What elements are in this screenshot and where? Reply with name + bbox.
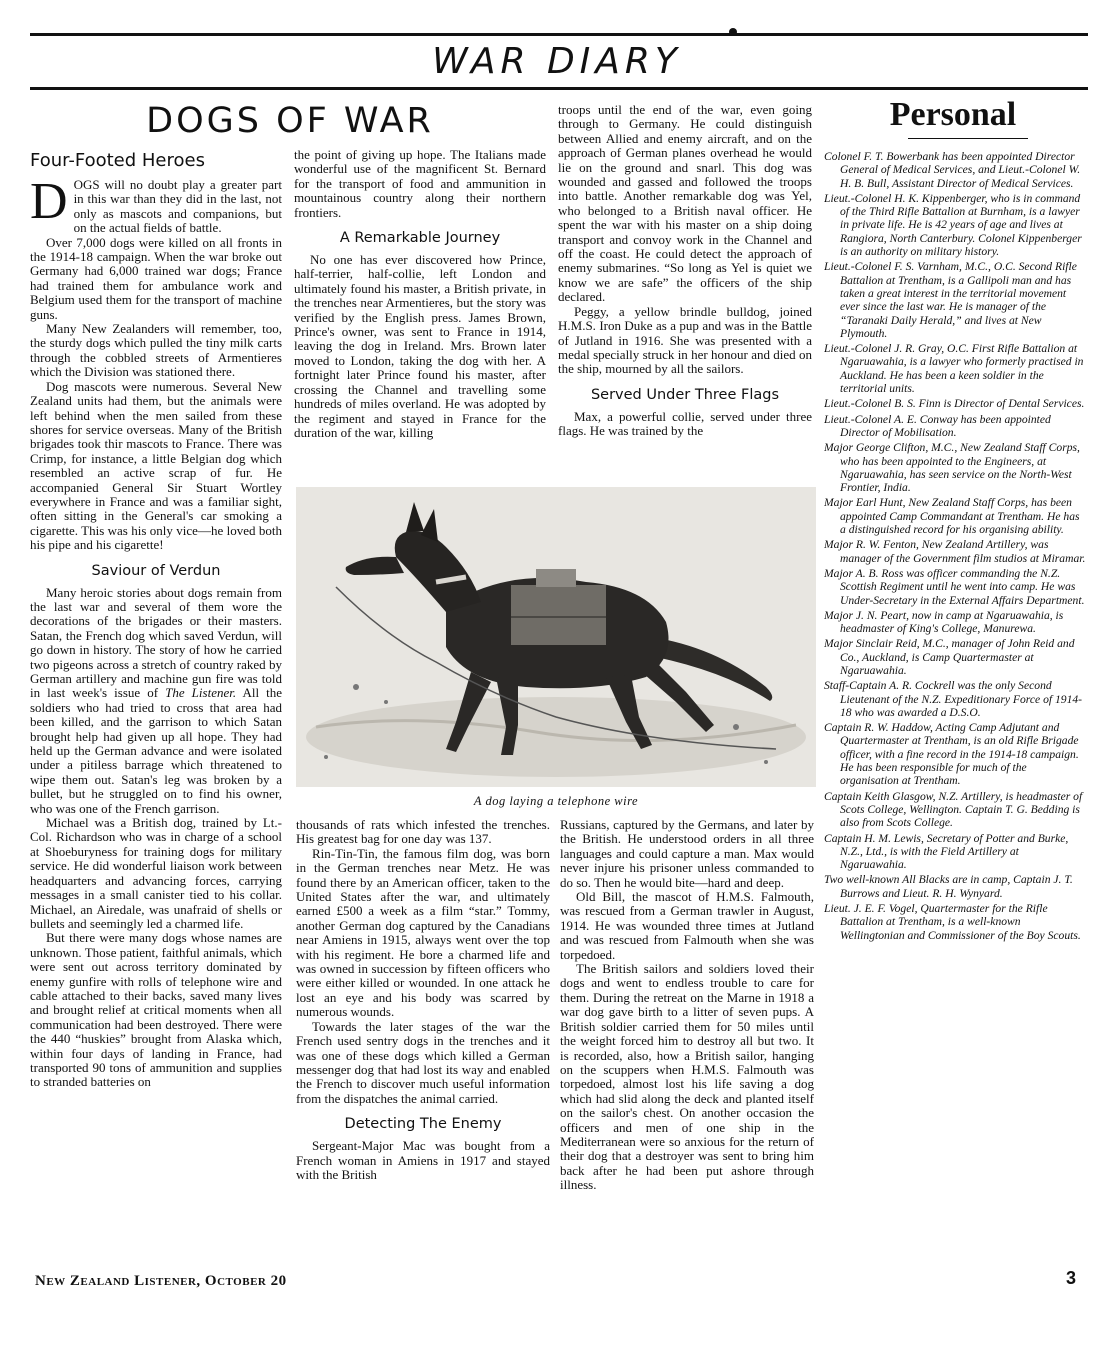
paragraph: Towards the later stages of the war the French used sentry dogs in the trenches and it was one of these dogs which killed a German messenger dog that had lost its way and enabled the French to discover much useful information from the dispatches the animal carried. bbox=[296, 1018, 550, 1106]
publication-footer: New Zealand Listener, October 20 bbox=[35, 1273, 287, 1289]
personal-entry: Lieut.-Colonel J. R. Gray, O.C. First Rifle Battalion at Ngaruawahia, is a lawyer who formerly practised in Auckland. He has been a keen soldier in the territorial units. bbox=[824, 342, 1084, 396]
paragraph: Max, a powerful collie, served under three flags. He was trained by the bbox=[558, 408, 812, 439]
dog-photo bbox=[296, 487, 816, 787]
column-3-top bbox=[558, 103, 812, 483]
article-headline: DOGS OF WAR bbox=[146, 101, 434, 141]
personal-entry: Major J. N. Peart, now in camp at Ngaruawahia, is headmaster of King's College, Manurewa. bbox=[824, 608, 1064, 636]
subhead-detecting-the-enemy: Detecting The Enemy bbox=[344, 1116, 502, 1133]
personal-entry: Major Earl Hunt, New Zealand Staff Corps, has been appointed Camp Commandant at Trentham. He has a distinguished record for his organising ability. bbox=[824, 496, 1080, 537]
personal-entry: Lieut.-Colonel F. S. Varnham, M.C., O.C. Second Rifle Battalion at Trentham, is a Gallipoli man and has taken a great interest in the territorial movement ever since the last war. He is manager of the “Taranaki Daily Herald,” and lives at New Plymouth. bbox=[824, 260, 1077, 340]
column-3-bottom bbox=[560, 818, 814, 1260]
personal-entry: Major R. W. Fenton, New Zealand Artillery, was manager of the Government film studios at Miramar. bbox=[824, 538, 1086, 565]
paragraph: Many heroic stories about dogs remain from the last war and several of them wore the decorations of the brigades or their masters. Satan, the French dog which saved Verdun, will go down in history. The story of how he carried two pigeons across a stretch of country raked by German artillery and machine gun fire was told in last week's issue of The Listener. All the soldiers who had tried to cross that area had been killed, and the garrison to which Satan brought help had given up all hope. They had held up the German advance and were isolated under a pitiless barrage which threatened to wipe them out. Satan's leg was broken by a bullet, but he struggled on to find his owner, who was one of the French garrison. bbox=[30, 584, 282, 816]
page-number: 3 bbox=[1066, 1268, 1077, 1288]
top-rule bbox=[30, 33, 1088, 36]
paragraph: Old Bill, the mascot of H.M.S. Falmouth, was rescued from a German trawler in August, 1914. He was wounded three times at Jutland and was rescued from Falmouth when she was torpedoed. bbox=[560, 889, 814, 962]
personal-entry: Two well-known All Blacks are in camp, Captain J. T. Burrows and Lieut. R. H. Wynyard. bbox=[824, 873, 1073, 900]
section-banner: WAR DIARY bbox=[432, 41, 682, 82]
personal-entry: Major George Clifton, M.C., New Zealand Staff Corps, who has been appointed to the Engineers, at Ngaruawahia, has seen service on the North-West Frontier, India. bbox=[824, 441, 1080, 495]
personal-entry: Captain H. M. Lewis, Secretary of Potter and Burke, N.Z., Ltd., is with the Field Artillery at Ngaruawahia. bbox=[824, 831, 1069, 872]
column-1 bbox=[30, 150, 282, 1260]
column-2-bottom bbox=[296, 818, 550, 1260]
personal-entry: Major Sinclair Reid, M.C., manager of John Reid and Co., Auckland, is Camp Quartermaster at Ngaruawahia. bbox=[824, 637, 1075, 677]
paragraph: Many New Zealanders will remember, too, the sturdy dogs which pulled the tiny milk carts through the cobbled streets of Armentieres which the Division was stationed there. bbox=[30, 321, 282, 380]
subhead-saviour-of-verdun: Saviour of Verdun bbox=[91, 562, 221, 579]
personal-entry: Lieut.-Colonel A. E. Conway has been appointed Director of Mobilisation. bbox=[824, 412, 1051, 439]
subhead-three-flags: Served Under Three Flags bbox=[590, 386, 780, 403]
personal-entry: Lieut.-Colonel H. K. Kippenberger, who is in command of the Third Rifle Battalion at Burnham, is a lawyer in private life. He is 42 years of age and lives at Rangiora, North Canterbury. Colonel Kippenberger is an authority on military history. bbox=[824, 191, 1082, 259]
personal-heading: Personal bbox=[889, 96, 1017, 133]
paragraph: Dog mascots were numerous. Several New Zealand units had them, but the animals were left behind when the men sailed from these shores for service overseas. Many of the British brigades took thir mascots to France. There was Crimp, for instance, a little Belgian dog which resembled an active scrap of fur. He accompanied General Sir Stuart Wortley everywhere in France and was a familiar sight, often sitting in the General's car smoking a cigarette. This was his only vice—he loved both his pipe and his cigarette! bbox=[30, 378, 282, 553]
personal-entry: Colonel F. T. Bowerbank has been appointed Director General of Medical Services, and Lieut.-Colonel W. H. B. Bull, Assistant Director of Medical Services. bbox=[824, 150, 1081, 190]
paragraph: Peggy, a yellow brindle bulldog, joined H.M.S. Iron Duke as a pup and was in the Battle of Jutland in 1916. She was presented with a medal specially struck in her honour and died on the ship, mourned by all the sailors. bbox=[558, 303, 812, 377]
personal-entry: Lieut.-Colonel B. S. Finn is Director of Dental Services. bbox=[824, 397, 1085, 411]
subhead-four-footed-heroes: Four-Footed Heroes bbox=[30, 150, 205, 171]
personal-entry: Major A. B. Ross was officer commanding the N.Z. Scottish Regiment until he went into camp. He was Under-Secretary in the External Affairs Department. bbox=[824, 566, 1085, 607]
banner-rule bbox=[30, 87, 1088, 90]
personal-entry: Captain Keith Glasgow, N.Z. Artillery, is headmaster of Scots College, Wellington. Captain T. G. Bedding is also from Scots College. bbox=[824, 789, 1083, 830]
personal-rule bbox=[908, 138, 1028, 139]
paragraph: Rin-Tin-Tin, the famous film dog, was born in the German trenches near Metz. He was found there by an American officer, taken to the United States after the war, and ultimately earned £500 a week as a film “star.” Tommy, another German dog captured by the Canadians near Amiens in 1915, always went over the top with his regiment. He bore a charmed life and was owned in succession by fifteen officers who were either killed or wounded. In one attack he lost an eye and his body was scarred by numerous wounds. bbox=[296, 845, 550, 1020]
personal-entry: Captain R. W. Haddow, Acting Camp Adjutant and Quartermaster at Trentham, is an old Rifle Brigade officer, with a fine record in the 1914-18 campaign. He has been responsible for much of the organisation at Trentham. bbox=[824, 721, 1079, 788]
paragraph: Michael was a British dog, trained by Lt.-Col. Richardson who was in charge of a school at Shoeburyness for training dogs for military service. He did wonderful liaison work between headquarters and advancing forces, carrying messages in a small canister tied to his collar. Michael, an Airedale, was unafraid of shells or bullets and seemingly led a charmed life. bbox=[30, 815, 282, 931]
personal-column bbox=[824, 150, 1086, 944]
paragraph: The British sailors and soldiers loved their dogs and went to endless trouble to care for them. During the retreat on the Marne in 1918 a war dog gave birth to a litter of seven pups. A British soldier carried them for 50 miles until the weight forced him to destroy all but two. It is recorded, also, how a British sailor, hanging on the scuppers when H.M.S. Falmouth was torpedoed, almost lost his life saving a dog which had slid along the deck and planted itself on the sailor's chest. On another occasion the officers and men of one ship in the Mediterranean were so anxious for the return of their dog that a destroyer was sent to bring him back after he had been put ashore through illness. bbox=[560, 961, 814, 1193]
photo-caption: A dog laying a telephone wire bbox=[473, 794, 639, 808]
top-rule-ornament bbox=[729, 28, 737, 36]
paragraph: troops until the end of the war, even going through to Germany. He could distinguish between Allied and enemy aircraft, and on the approach of German planes overhead he would lie on the ground and snarl. This dog was wounded and gassed and followed the troops into battle. Another remarkable dog was Yel, who belonged to a British naval officer. He spent the war with his master on a ship doing transport and convoy work in the Channel and off the coast. He could detect the approach of enemy submarines. “So long as Yel is quiet we know we are safe” the officers of the ship declared. bbox=[558, 103, 812, 305]
paragraph: thousands of rats which infested the trenches. His greatest bag for one day was 137. bbox=[296, 818, 550, 847]
personal-entry: Lieut. J. E. F. Vogel, Quartermaster for the Rifle Battalion at Trentham, is a well-known Wellingtonian and Commissioner of the Boy Scouts. bbox=[824, 902, 1081, 942]
paragraph: DOGS will no doubt play a greater part in this war than they did in the last, not only as mascots and companions, but on the actual fields of battle. bbox=[30, 173, 282, 236]
paragraph: But there were many dogs whose names are unknown. Those patient, faithful animals, which were sent out across territory dominated by enemy gunfire with rolls of telephone wire and cable attached to their backs, saved many lives and brought relief at critical moments when all communication had been destroyed. There were the 440 “huskies” brought from Alaska which, within four days of landing in France, had transported 90 tons of ammunition and supplies to stranded batteries on bbox=[30, 930, 282, 1090]
subhead-remarkable-journey: A Remarkable Journey bbox=[339, 230, 501, 247]
personal-entry: Staff-Captain A. R. Cockrell was the only Second Lieutenant of the N.Z. Expeditionary Force of 1914-18 who was awarded a D.S.O. bbox=[824, 679, 1083, 719]
paragraph: the point of giving up hope. The Italians made wonderful use of the magnificent St. Bernard for the transport of food and ammunition in mountainous country along their northern frontiers. bbox=[294, 148, 546, 220]
drop-cap: D bbox=[30, 173, 68, 230]
paragraph: Over 7,000 dogs were killed on all fronts in the 1914-18 campaign. When the war broke out Germany had 6,000 trained war dogs; France had trained them for ambulance work and Belgium used them for the transport of machine guns. bbox=[30, 234, 282, 322]
paragraph: Russians, captured by the Germans, and later by the British. He understood orders in all three languages and could capture a man. Max would never injure his prisoner unless commanded to do so. Then he would bite—hard and deep. bbox=[560, 818, 814, 890]
column-2-top bbox=[294, 148, 546, 483]
paragraph: Sergeant-Major Mac was bought from a French woman in Amiens in 1917 and stayed with the British bbox=[296, 1138, 550, 1182]
paragraph: No one has ever discovered how Prince, half-terrier, half-collie, left London and ultimately found his master, a British private, in the trenches near Armentieres, but the story was verified by the English press. James Brown, Prince's owner, was sent to France in 1914, leaving the dog in Ireland. Mrs. Brown later moved to London, taking the dog with her. A fortnight later Prince found his master, after crossing the Channel and travelling some hundreds of miles overland. He was adopted by the regiment and stayed in France for the duration of the war, killing bbox=[294, 252, 546, 440]
